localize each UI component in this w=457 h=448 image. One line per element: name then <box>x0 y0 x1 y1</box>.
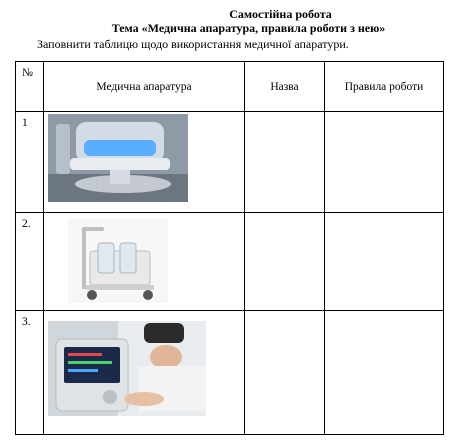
row-number: 1 <box>16 112 44 213</box>
doc-topic: Тема «Медична апаратура, правила роботи з нею» <box>111 21 386 35</box>
infant-incubator-image <box>48 114 188 202</box>
equipment-table <box>15 61 444 435</box>
equipment-image-cell <box>44 112 245 213</box>
name-cell[interactable] <box>245 213 325 310</box>
table-row <box>16 112 444 213</box>
equipment-image-cell <box>44 310 245 434</box>
name-cell[interactable] <box>245 112 325 213</box>
table-row <box>16 310 444 434</box>
rules-cell[interactable] <box>325 310 444 434</box>
col-header-equipment: Медична апаратура <box>44 62 245 112</box>
name-cell[interactable] <box>245 310 325 434</box>
col-header-name: Назва <box>245 62 325 112</box>
equipment-image-cell <box>44 213 245 310</box>
rules-cell[interactable] <box>325 213 444 310</box>
table-header-row <box>16 62 444 112</box>
col-header-number: № <box>16 62 44 112</box>
row-number: 3. <box>16 310 44 434</box>
suction-pump-cart-image <box>68 219 168 303</box>
col-header-rules: Правила роботи <box>325 62 444 112</box>
instruction-text: Заповнити таблицю щодо використання медичної апаратури. <box>37 37 349 51</box>
doc-title: Самостійна робота <box>229 7 332 21</box>
row-number: 2. <box>16 213 44 310</box>
ventilator-patient-image <box>48 321 206 416</box>
table-row <box>16 213 444 310</box>
rules-cell[interactable] <box>325 112 444 213</box>
